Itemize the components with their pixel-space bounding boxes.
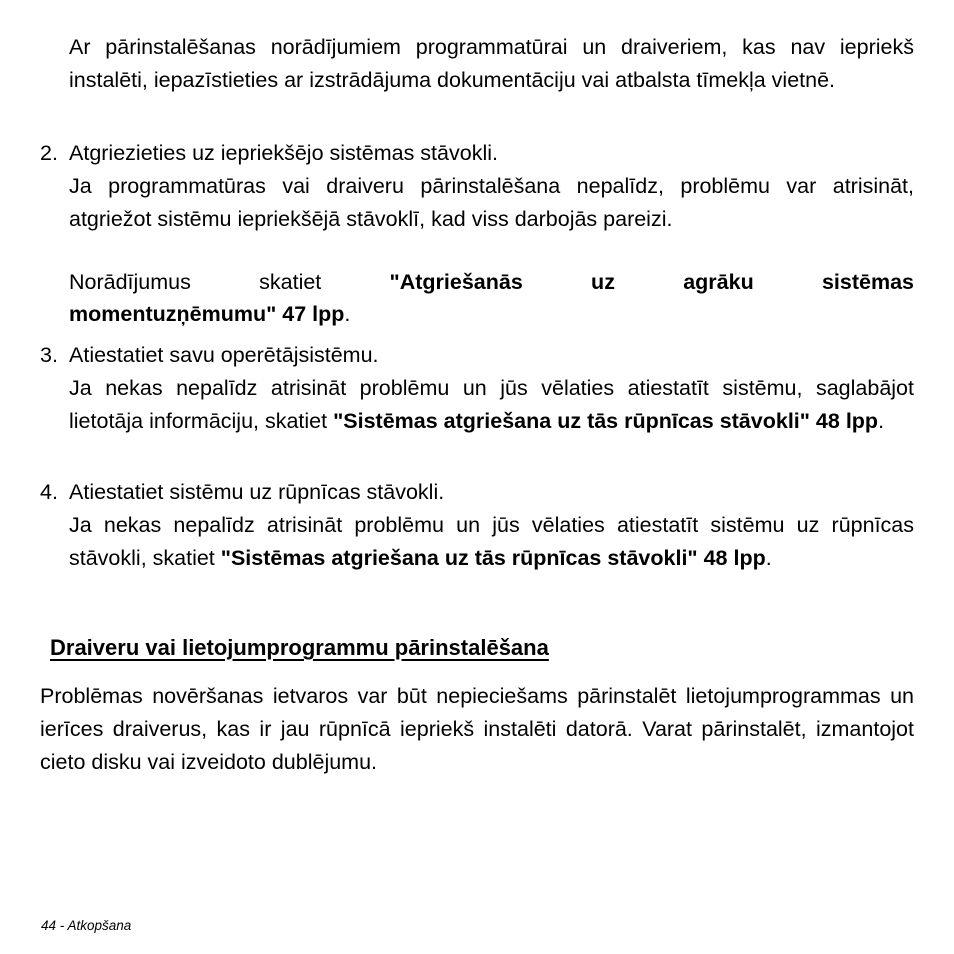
list-item-title: Atgriezieties uz iepriekšējo sistēmas stāvokli. bbox=[69, 141, 498, 165]
reference-prefix: Ja nekas nepalīdz atrisināt problēmu un jūs vēlaties atiestatīt sistēmu, saglabājot lietotāja informāciju, skatiet bbox=[69, 376, 914, 433]
list-item-title: Atiestatiet savu operētājsistēmu. bbox=[69, 343, 379, 367]
section-body-paragraph: Problēmas novēršanas ietvaros var būt nepieciešams pārinstalēt lietojumprogrammas un ierīces draiverus, kas ir jau rūpnīcā iepriekš instalēti datorā. Varat pārinstalēt, izmantojot cieto disku vai izveidoto dublējumu. bbox=[40, 684, 914, 774]
page-footer: 44 - Atkopšana bbox=[41, 918, 132, 933]
list-item-4-body bbox=[69, 509, 914, 575]
reference-prefix: Norādījumus skatiet bbox=[69, 270, 390, 294]
reference-suffix: . bbox=[878, 409, 885, 433]
list-item-2-title bbox=[40, 137, 914, 170]
reference-prefix: Ja nekas nepalīdz atrisināt problēmu un jūs vēlaties atiestatīt sistēmu uz rūpnīcas stāvokli, skatiet bbox=[69, 513, 914, 570]
list-number: 4. bbox=[40, 480, 58, 504]
list-item-4-title bbox=[40, 476, 914, 509]
reference-link[interactable]: "Sistēmas atgriešana uz tās rūpnīcas stāvokli" 48 lpp bbox=[220, 546, 766, 570]
list-item-3-body bbox=[69, 372, 914, 438]
reference-suffix: . bbox=[765, 546, 772, 570]
section-heading: Draiveru vai lietojumprogrammu pārinstalēšana bbox=[50, 635, 549, 660]
list-number: 2. bbox=[40, 141, 58, 165]
reference-link[interactable]: "Sistēmas atgriešana uz tās rūpnīcas stāvokli" 48 lpp bbox=[333, 409, 879, 433]
list-item-2-body: Ja programmatūras vai draiveru pārinstalēšana nepalīdz, problēmu var atrisināt, atgriežot sistēmu iepriekšējā stāvoklī, kad viss darbojās pareizi. bbox=[69, 174, 914, 231]
intro-paragraph: Ar pārinstalēšanas norādījumiem programmatūrai un draiveriem, kas nav iepriekš instalēti, iepazīstieties ar izstrādājuma dokumentāciju vai atbalsta tīmekļa vietnē. bbox=[69, 35, 914, 92]
reference-link-part1[interactable]: "Atgriešanās uz agrāku sistēmas bbox=[389, 270, 914, 294]
list-item-2-reference-line1 bbox=[69, 266, 914, 299]
list-number: 3. bbox=[40, 343, 58, 367]
reference-suffix: . bbox=[344, 302, 351, 326]
list-item-3-title bbox=[40, 339, 914, 372]
list-item-title: Atiestatiet sistēmu uz rūpnīcas stāvokli. bbox=[69, 480, 445, 504]
reference-link-part2[interactable]: momentuzņēmumu" 47 lpp bbox=[69, 302, 345, 326]
list-item-2-reference-line2 bbox=[69, 298, 914, 331]
